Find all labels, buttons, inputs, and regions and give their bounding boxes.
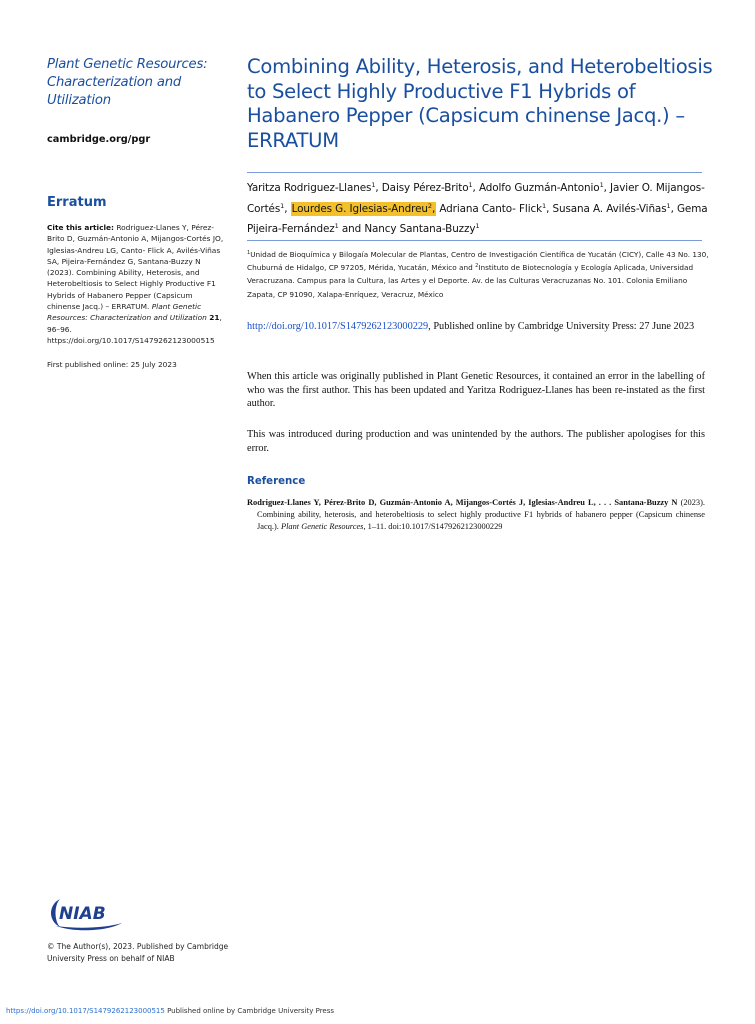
affiliations — [247, 248, 712, 301]
footer-doi-link[interactable]: https://doi.org/10.1017/S1479262123000515 — [6, 1007, 165, 1015]
body-paragraph-2: This was introduced during production and was unintended by the authors. The publisher apologises for this error. — [247, 429, 705, 454]
article-title: Combining Ability, Heterosis, and Heterobeltiosis to Select Highly Productive F1 Hybrids of Habanero Pepper (Capsicum chinense Jacq.) – ERRATUM — [247, 55, 713, 152]
original-doi-link[interactable]: http://doi.org/10.1017/S1479262123000229 — [247, 321, 429, 332]
affiliation-marker: 1 — [468, 181, 473, 189]
original-article-doi — [247, 320, 705, 334]
published-online-text: , Published online by Cambridge University Press: 27 June 2023 — [428, 321, 695, 332]
first-published-date: First published online: 25 July 2023 — [47, 360, 177, 369]
footer-text: Published online by Cambridge University Press — [164, 1007, 335, 1015]
author-name — [439, 203, 546, 215]
reference-text: (2023). Combining ability, heterosis, and heterobeltiosis to select highly productive F1 hybrids of habanero pepper (Capsicum chinense Jacq.). — [257, 498, 706, 531]
author-label: Adolfo Guzmán-Antonio — [478, 182, 600, 194]
author-label: Daisy Pérez-Brito — [381, 182, 469, 194]
cite-label: Cite this article: — [47, 223, 114, 232]
author-separator: , — [472, 182, 479, 194]
author-separator: , — [603, 182, 611, 194]
cite-journal: Plant Genetic Resources: Characterization and Utilization — [47, 302, 207, 323]
affiliation-marker: 1 — [280, 201, 285, 210]
journal-header — [47, 56, 227, 145]
author-name — [247, 182, 375, 194]
author-name: Lourdes G. Iglesias-Andreu$^2$, — [291, 201, 436, 215]
affiliation-marker: 1 — [475, 222, 480, 230]
journal-url[interactable]: cambridge.org/pgr — [47, 134, 151, 145]
niab-logo — [46, 893, 126, 933]
author-separator: , — [284, 202, 291, 215]
author-label: Gema Pijeira-Fernández — [247, 202, 708, 235]
author-separator: , — [546, 202, 553, 215]
cite-this-article — [47, 222, 227, 346]
affiliation-marker: 1 — [666, 201, 671, 210]
copyright-notice: © The Author(s), 2023. Published by Cambridge University Press on behalf of NIAB — [47, 942, 229, 963]
reference-heading: Reference — [247, 476, 306, 487]
reference-authors: Rodriguez-Llanes Y, Pérez-Brito D, Guzmán-Antonio A, Mijangos-Cortés J, Iglesias-Andreu L, . . . Santana-Buzzy N — [247, 498, 678, 507]
page-footer — [6, 1007, 334, 1015]
logo-text: NIAB — [59, 904, 106, 924]
divider-bottom — [247, 240, 702, 241]
article-type-label: Erratum — [47, 195, 107, 210]
author-label: Javier O. Mijangos-Cortés — [247, 182, 705, 215]
affiliation-marker: 1 — [334, 222, 339, 230]
affiliation-marker: 1 — [542, 201, 547, 210]
cite-volume: 21 — [209, 313, 220, 323]
affiliation-1: Unidad de Bioquímica y Bilogaía Molecular de Plantas, Centro de Investigación Científica de Yucatán (CICY), Calle 43 No. 130, Chuburná de Hidalgo, CP 97205, Mérida, Yucatán, México and — [247, 250, 709, 273]
author-name — [552, 203, 670, 215]
author-list — [247, 178, 717, 240]
affil-1-marker: 1 — [247, 250, 251, 256]
author-label: Yaritza Rodriguez-Llanes — [247, 182, 372, 194]
author-name — [479, 182, 604, 194]
body-paragraph-1: When this article was originally published in Plant Genetic Resources, it contained an error in the labelling of who was the first author. This has been updated and Yaritza Rodriguez-Llanes has been re-instated as the first author. — [247, 371, 705, 410]
author-name — [364, 223, 479, 235]
affiliation-marker: 1 — [599, 181, 604, 189]
journal-name: Plant Genetic Resources: Characterization and Utilization — [47, 57, 208, 108]
author-label: Nancy Santana-Buzzy — [364, 223, 476, 235]
author-label: Susana A. Avilés-Viñas — [552, 202, 667, 215]
cite-text: Rodriguez-Llanes Y, Pérez-Brito D, Guzmán-Antonio A, Mijangos-Cortés JO, Iglesias-Andreu LG, Canto- Flick A, Avilés-Viñas SA, Pijeira-Fernández G, Santana-Buzzy N (2023). Combining Ability, Heterosis, and Heterobeltiosis to Select Highly Productive F1 Hybrids of Habanero Pepper (Capsicum chinense Jacq.) – ERRATUM. — [47, 223, 224, 312]
divider-top — [247, 172, 702, 173]
reference-journal: Plant Genetic Resources — [280, 521, 364, 531]
author-name — [382, 182, 473, 194]
author-separator: , — [375, 182, 382, 194]
affiliation-marker: 1 — [371, 181, 376, 189]
author-label: Lourdes G. Iglesias-Andreu — [291, 202, 428, 215]
cite-tail: , 96–96. https://doi.org/10.1017/S1479262123000515 — [47, 313, 222, 345]
affil-2-marker: 2 — [475, 263, 479, 270]
affiliation-marker: 2 — [427, 201, 432, 210]
reference-tail: , 1–11. doi:10.1017/S1479262123000229 — [363, 521, 503, 531]
author-label: Adriana Canto- Flick — [439, 202, 543, 215]
author-separator: and — [338, 223, 365, 235]
logo-arc-bottom — [56, 923, 122, 930]
reference-entry — [247, 497, 705, 532]
author-separator: , — [670, 202, 677, 215]
affiliation-2: Instituto de Biotecnología y Ecología Aplicada, Universidad Veracruzana. Campus para la Cultura, las Artes y el Deporte. Av. de las Culturas Veracruzanas No. 101. Colonia Emiliano Zapata, CP 91090, Xalapa-Enríquez, Veracruz, México — [247, 263, 694, 299]
